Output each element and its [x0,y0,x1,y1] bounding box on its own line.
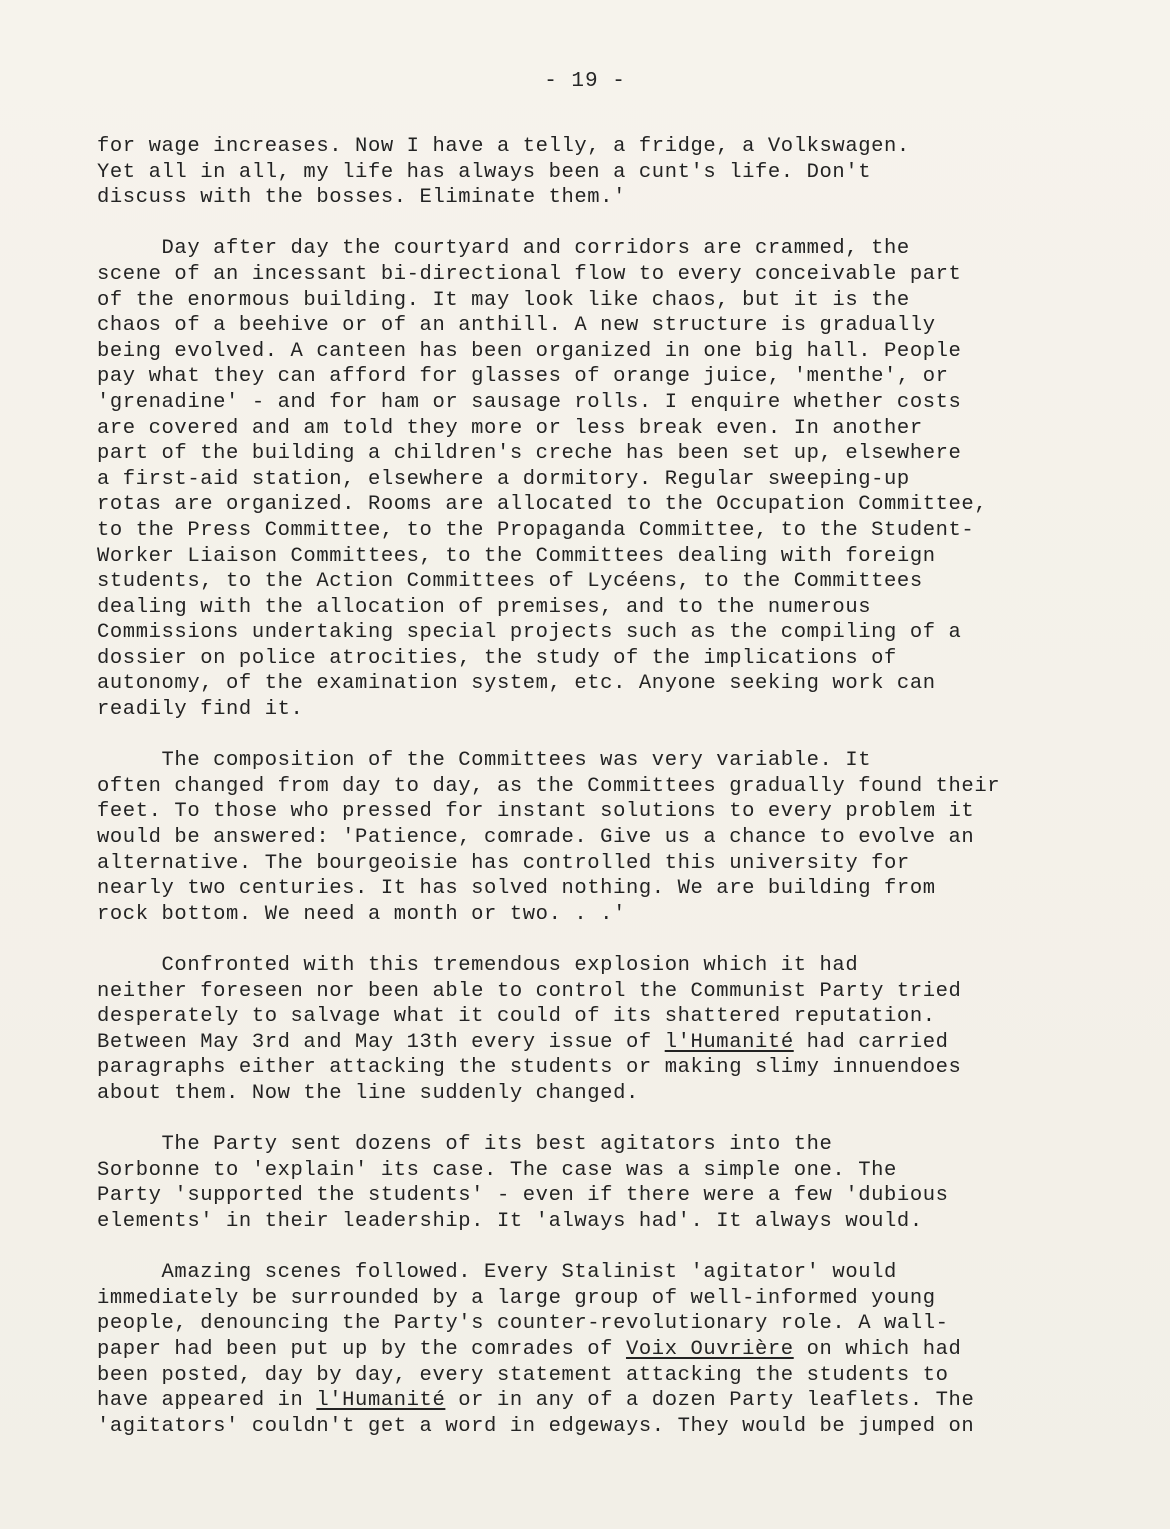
text-line: dealing with the allocation of premises, and to the numerous [97,595,872,619]
text-line: elements' in their leadership. It 'always had'. It always would. [97,1209,923,1233]
underlined-title: l'Humanité [664,1030,794,1054]
text-line: scene of an incessant bi-directional flow to every conceivable part [97,262,962,286]
text-line: of the enormous building. It may look like chaos, but it is the [97,288,910,312]
text-line: part of the building a children's creche has been set up, elsewhere [97,442,962,466]
text-line: neither foreseen nor been able to control the Communist Party tried [97,979,962,1003]
text-line: paper had been put up by the comrades of Voix Ouvrière on which had [97,1337,962,1361]
text-line: Party 'supported the students' - even if there were a few 'dubious [97,1184,949,1208]
text-line: Worker Liaison Committees, to the Committees dealing with foreign [97,544,936,568]
text-line: Day after day the courtyard and corridors are crammed, the [97,237,910,261]
text-line: chaos of a beehive or of an anthill. A new structure is gradually [97,314,936,338]
text-line: students, to the Action Committees of Lycéens, to the Committees [97,570,923,594]
text-line: dossier on police atrocities, the study of the implications of [97,646,897,670]
text-line: been posted, day by day, every statement attacking the students to [97,1363,949,1387]
text-line: Confronted with this tremendous explosion which it had [97,954,859,977]
text-line: to the Press Committee, to the Propaganda Committee, to the Student- [97,518,975,542]
paragraph-gap [97,723,1077,749]
text-line: discuss with the bosses. Eliminate them.' [97,186,626,210]
text-line: readily find it. [97,698,304,722]
text-line: for wage increases. Now I have a telly, a fridge, a Volkswagen. [97,135,910,158]
underlined-title: Voix Ouvrière [625,1337,794,1361]
paragraph [97,953,1077,1107]
text-line: often changed from day to day, as the Committees gradually found their [97,774,1001,798]
text-line: are covered and am told they more or less break even. In another [97,416,923,440]
text-line: rotas are organized. Rooms are allocated to the Occupation Committee, [97,493,988,517]
underlined-title: l'Humanité [316,1389,446,1413]
text-line: a first-aid station, elsewhere a dormitory. Regular sweeping-up [97,467,910,491]
text-line: The composition of the Committees was very variable. It [97,749,872,773]
text-line: autonomy, of the examination system, etc. Anyone seeking work can [97,672,936,696]
text-line: 'grenadine' - and for ham or sausage rolls. I enquire whether costs [97,390,962,414]
paragraph [97,236,1077,722]
text-line: pay what they can afford for glasses of orange juice, 'menthe', or [97,365,949,389]
paragraph-gap [97,211,1077,237]
paragraph [97,748,1077,927]
paragraph-gap [97,927,1077,953]
paragraph [97,134,1077,211]
text-line: Commissions undertaking special projects such as the compiling of a [97,621,962,645]
text-line: feet. To those who pressed for instant solutions to every problem it [97,800,975,824]
paragraph-gap [97,1107,1077,1133]
text-line: immediately be surrounded by a large group of well-informed young [97,1286,936,1310]
text-line: rock bottom. We need a month or two. . .' [97,902,626,926]
text-line: about them. Now the line suddenly changed. [97,1081,639,1105]
paragraph [97,1260,1077,1439]
paragraph-gap [97,1235,1077,1261]
text-line: desperately to salvage what it could of its shattered reputation. [97,1005,936,1029]
text-line: Yet all in all, my life has always been a cunt's life. Don't [97,160,872,184]
text-line: Between May 3rd and May 13th every issue of l'Humanité had carried [97,1030,949,1054]
page-number: - 19 - [544,70,626,93]
text-line: have appeared in l'Humanité or in any of a dozen Party leaflets. The [97,1389,975,1413]
text-line: Amazing scenes followed. Every Stalinist 'agitator' would [97,1261,897,1285]
text-line: The Party sent dozens of its best agitators into the [97,1133,833,1157]
text-line: 'agitators' couldn't get a word in edgeways. They would be jumped on [97,1414,975,1438]
text-line: being evolved. A canteen has been organized in one big hall. People [97,339,962,363]
text-line: would be answered: 'Patience, comrade. Give us a chance to evolve an [97,826,975,850]
text-line: nearly two centuries. It has solved nothing. We are building from [97,877,936,901]
text-line: alternative. The bourgeoisie has controlled this university for [97,851,910,875]
paragraph [97,1132,1077,1234]
body-text [97,134,1077,1439]
text-line: Sorbonne to 'explain' its case. The case was a simple one. The [97,1158,897,1182]
text-line: paragraphs either attacking the students or making slimy innuendoes [97,1056,962,1080]
text-line: people, denouncing the Party's counter-revolutionary role. A wall- [97,1312,949,1336]
